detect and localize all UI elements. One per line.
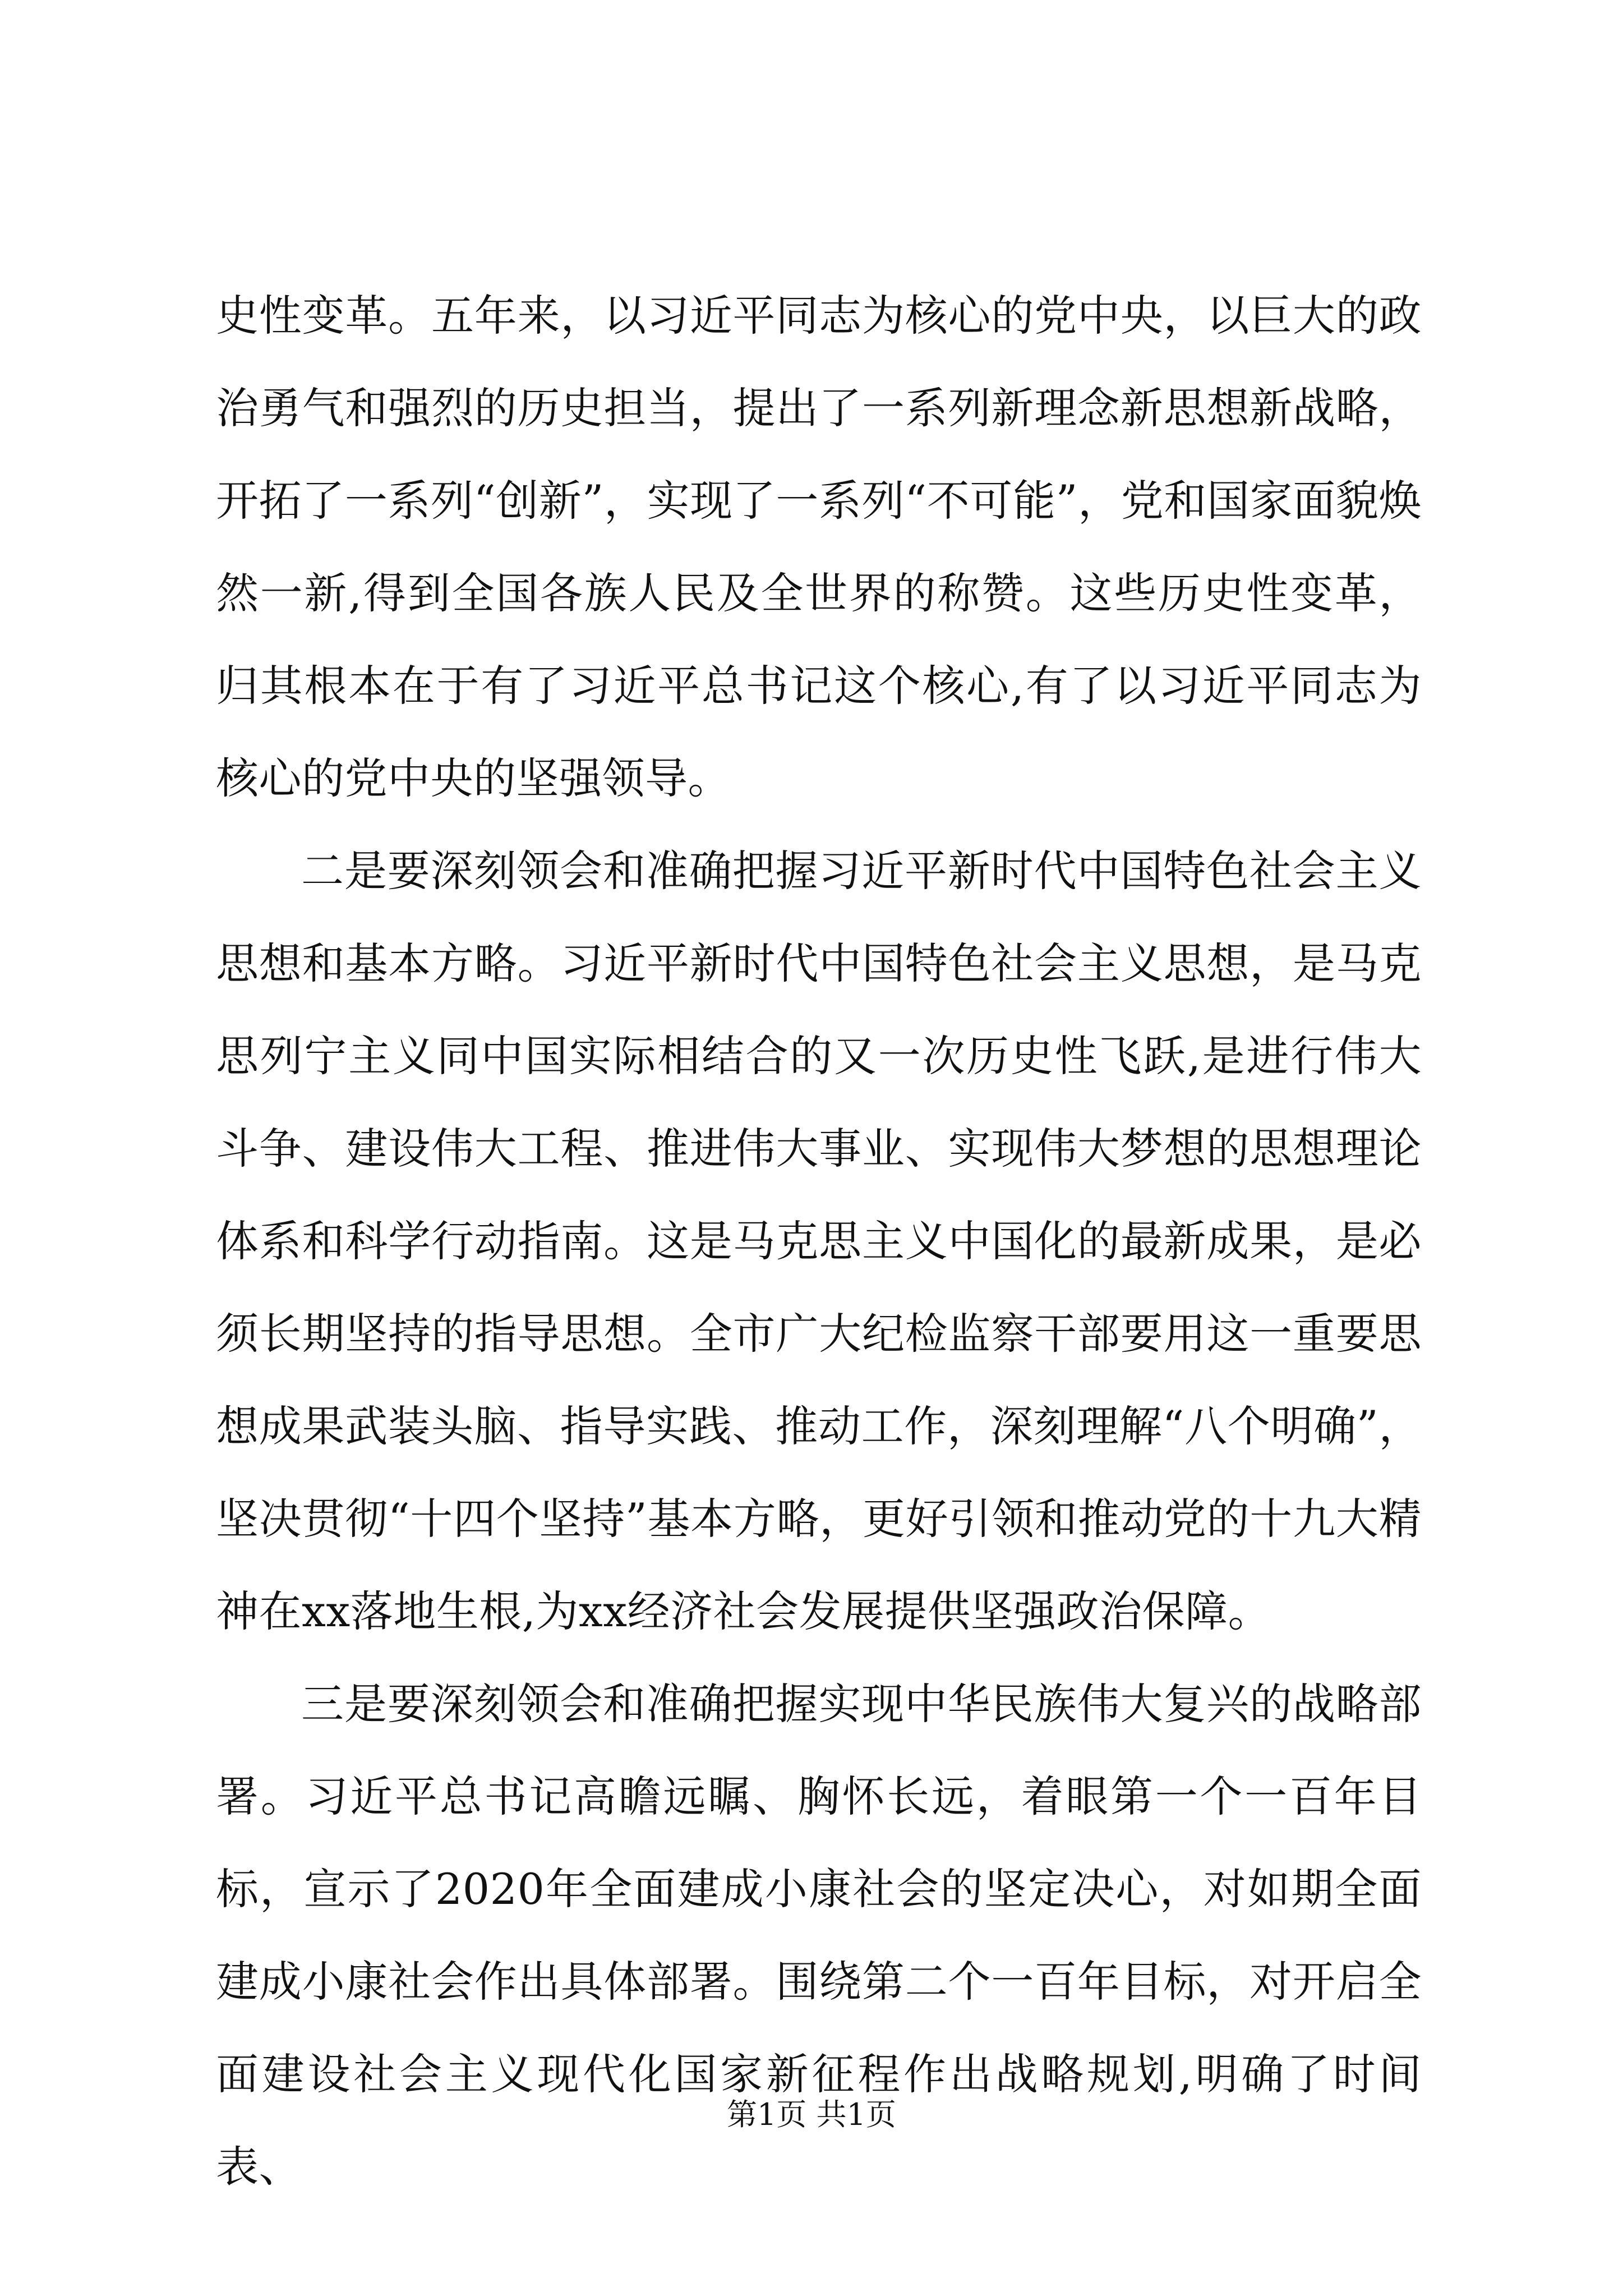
paragraph-3: 三是要深刻领会和准确把握实现中华民族伟大复兴的战略部署。习近平总书记高瞻远瞩、胸怀长远，着眼第一个一百年目标，宣示了2020年全面建成小康社会的坚定决心，对如期全面建成小康社会作出具体部署。围绕第二个一百年目标，对开启全面建设社会主义现代化国家新征程作出战略规划,明确了时间表、 (216, 1679, 1422, 2192)
paragraph-1: 史性变革。五年来，以习近平同志为核心的党中央，以巨大的政治勇气和强烈的历史担当，提出了一系列新理念新思想新战略，开拓了一系列“创新”，实现了一系列“不可能”，党和国家面貌焕然一新,得到全国各族人民及全世界的称赞。这些历史性变革，归其根本在于有了习近平总书记这个核心,有了以习近平同志为核心的党中央的坚强领导。 (216, 291, 1422, 803)
document-body (216, 269, 1422, 2213)
page-footer: 第1页 共1页 (727, 2097, 896, 2132)
paragraph-2: 二是要深刻领会和准确把握习近平新时代中国特色社会主义思想和基本方略。习近平新时代中国特色社会主义思想，是马克思列宁主义同中国实际相结合的又一次历史性飞跃,是进行伟大斗争、建设伟大工程、推进伟大事业、实现伟大梦想的思想理论体系和科学行动指南。这是马克思主义中国化的最新成果，是必须长期坚持的指导思想。全市广大纪检监察干部要用这一重要思想成果武装头脑、指导实践、推动工作，深刻理解“八个明确”，坚决贯彻“十四个坚持”基本方略，更好引领和推动党的十九大精神在xx落地生根,为xx经济社会发展提供坚强政治保障。 (216, 846, 1422, 1636)
